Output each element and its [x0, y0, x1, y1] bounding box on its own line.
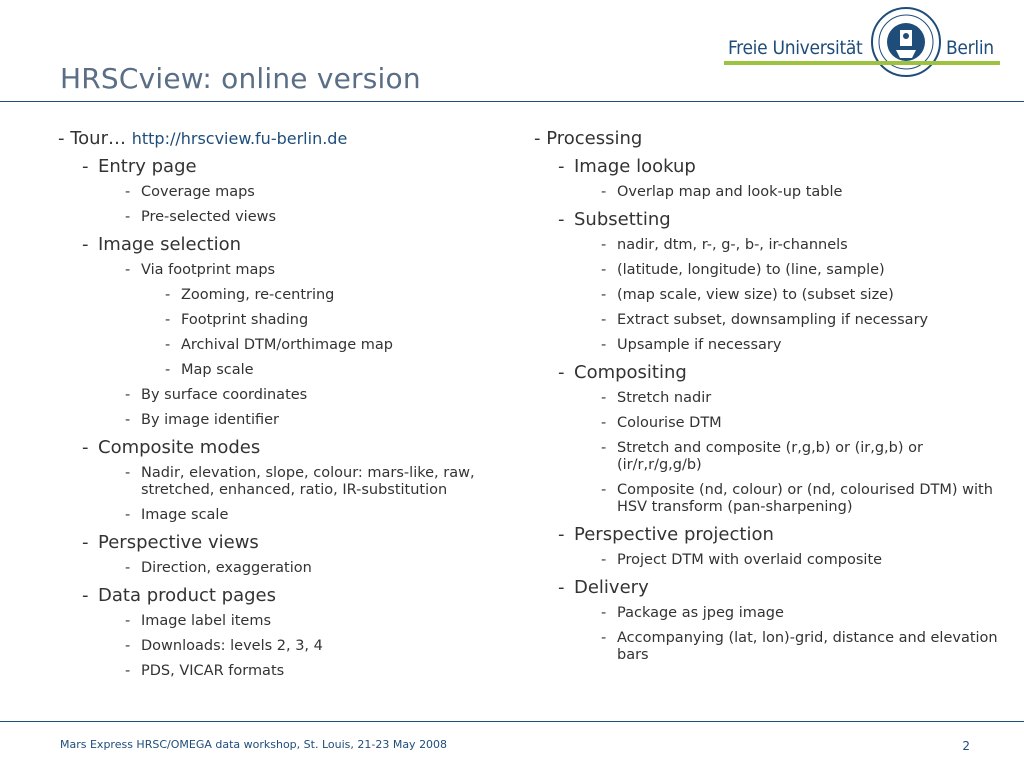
item-text: Pre-selected views [141, 209, 277, 225]
item-text: nadir, dtm, r-, g-, b-, ir-channels [617, 237, 848, 253]
item-text: (latitude, longitude) to (line, sample) [617, 262, 885, 278]
list-item: - By surface coordinates [125, 387, 308, 403]
list-item: - Entry page [82, 156, 197, 177]
list-item: - Map scale [165, 362, 254, 378]
list-item: - Accompanying (lat, lon)-grid, distance and elevation bars [601, 630, 998, 663]
logo-text-university: Freie Universität [728, 37, 863, 59]
title-divider [0, 101, 1024, 102]
item-text: Image label items [141, 613, 272, 629]
list-item: - Via footprint maps [125, 262, 276, 278]
logo-accent-bar [724, 61, 1000, 65]
item-text: Direction, exaggeration [141, 560, 312, 576]
list-item: - Image label items [125, 613, 272, 629]
item-text: Image scale [141, 507, 229, 523]
list-item: - Stretch nadir [601, 390, 712, 406]
item-text: Via footprint maps [141, 262, 276, 278]
list-item: - Image scale [125, 507, 229, 523]
list-item: - Nadir, elevation, slope, colour: mars-like, raw, stretched, enhanced, ratio, IR-substitution [125, 465, 475, 498]
item-text: Footprint shading [181, 312, 309, 328]
list-item: - PDS, VICAR formats [125, 663, 285, 679]
list-item: - Footprint shading [165, 312, 309, 328]
list-item: - Direction, exaggeration [125, 560, 312, 576]
item-text: Colourise DTM [617, 415, 722, 431]
delivery-label: Delivery [574, 577, 649, 598]
list-item: - Extract subset, downsampling if necessary [601, 312, 929, 328]
item-text: Project DTM with overlaid composite [617, 552, 883, 568]
list-item: - Upsample if necessary [601, 337, 782, 353]
list-item: - Perspective views [82, 532, 259, 553]
item-text: Map scale [181, 362, 254, 378]
item-text: By image identifier [141, 412, 279, 428]
list-item: - Stretch and composite (r,g,b) or (ir,g,b) or (ir/r,r/g,g/b) [601, 440, 923, 473]
list-item: - Composite (nd, colour) or (nd, colourised DTM) with HSV transform (pan-sharpening) [601, 482, 993, 515]
image-lookup-label: Image lookup [574, 156, 696, 177]
list-item: - (map scale, view size) to (subset size) [601, 287, 894, 303]
list-item: - Zooming, re-centring [165, 287, 335, 303]
left-column [58, 126, 518, 680]
list-item: - Compositing [558, 362, 687, 383]
processing-heading: - Processing [534, 128, 643, 149]
slide-title: HRSCview: online version [60, 62, 421, 95]
tour-heading [58, 126, 518, 152]
item-text: Upsample if necessary [617, 337, 782, 353]
item-text: Accompanying (lat, lon)-grid, distance and elevation bars [617, 630, 998, 663]
item-text: Composite (nd, colour) or (nd, colourised DTM) with HSV transform (pan-sharpening) [617, 482, 993, 515]
logo-text-berlin: Berlin [946, 37, 994, 59]
item-text: Stretch and composite (r,g,b) or (ir,g,b) or (ir/r,r/g,g/b) [617, 440, 923, 473]
item-text: Archival DTM/orthimage map [181, 337, 393, 353]
list-item: - Overlap map and look-up table [601, 184, 843, 200]
item-text: Overlap map and look-up table [617, 184, 843, 200]
hrscview-link[interactable]: http://hrscview.fu-berlin.de [131, 129, 348, 148]
list-item: - Perspective projection [558, 524, 774, 545]
list-item: - Coverage maps [125, 184, 255, 200]
list-item: - Colourise DTM [601, 415, 722, 431]
item-text: (map scale, view size) to (subset size) [617, 287, 894, 303]
list-item: - Archival DTM/orthimage map [165, 337, 393, 353]
compositing-label: Compositing [574, 362, 687, 383]
right-column [534, 126, 1004, 664]
list-item: - Pre-selected views [125, 209, 277, 225]
page-number: 2 [962, 739, 970, 753]
list-item: - By image identifier [125, 412, 279, 428]
university-seal-icon [870, 6, 942, 78]
footer-text: Mars Express HRSC/OMEGA data workshop, St. Louis, 21-23 May 2008 [60, 738, 448, 751]
perspective-views-label: Perspective views [98, 532, 259, 553]
university-logo [724, 6, 1000, 84]
item-text: By surface coordinates [141, 387, 308, 403]
list-item: - Delivery [558, 577, 649, 598]
tour-label: - Tour… [58, 128, 126, 149]
list-item: - Subsetting [558, 209, 671, 230]
data-product-pages-label: Data product pages [98, 585, 276, 606]
list-item: - Image selection [82, 234, 241, 255]
item-text: Coverage maps [141, 184, 255, 200]
list-item: - Data product pages [82, 585, 276, 606]
item-text: Downloads: levels 2, 3, 4 [141, 638, 323, 654]
list-item: - Project DTM with overlaid composite [601, 552, 883, 568]
list-item: - nadir, dtm, r-, g-, b-, ir-channels [601, 237, 848, 253]
item-text: Nadir, elevation, slope, colour: mars-like, raw, stretched, enhanced, ratio, IR-substitution [141, 465, 475, 498]
list-item: - Package as jpeg image [601, 605, 784, 621]
item-text: Extract subset, downsampling if necessary [617, 312, 929, 328]
subsetting-label: Subsetting [574, 209, 671, 230]
entry-page-label: Entry page [98, 156, 197, 177]
list-item: - (latitude, longitude) to (line, sample) [601, 262, 885, 278]
list-item: - Composite modes [82, 437, 261, 458]
list-item: - Downloads: levels 2, 3, 4 [125, 638, 323, 654]
footer-divider [0, 721, 1024, 722]
image-selection-label: Image selection [98, 234, 241, 255]
item-text: Zooming, re-centring [181, 287, 335, 303]
item-text: PDS, VICAR formats [141, 663, 285, 679]
item-text: Stretch nadir [617, 390, 712, 406]
perspective-projection-label: Perspective projection [574, 524, 774, 545]
composite-modes-label: Composite modes [98, 437, 261, 458]
list-item: - Image lookup [558, 156, 696, 177]
item-text: Package as jpeg image [617, 605, 784, 621]
